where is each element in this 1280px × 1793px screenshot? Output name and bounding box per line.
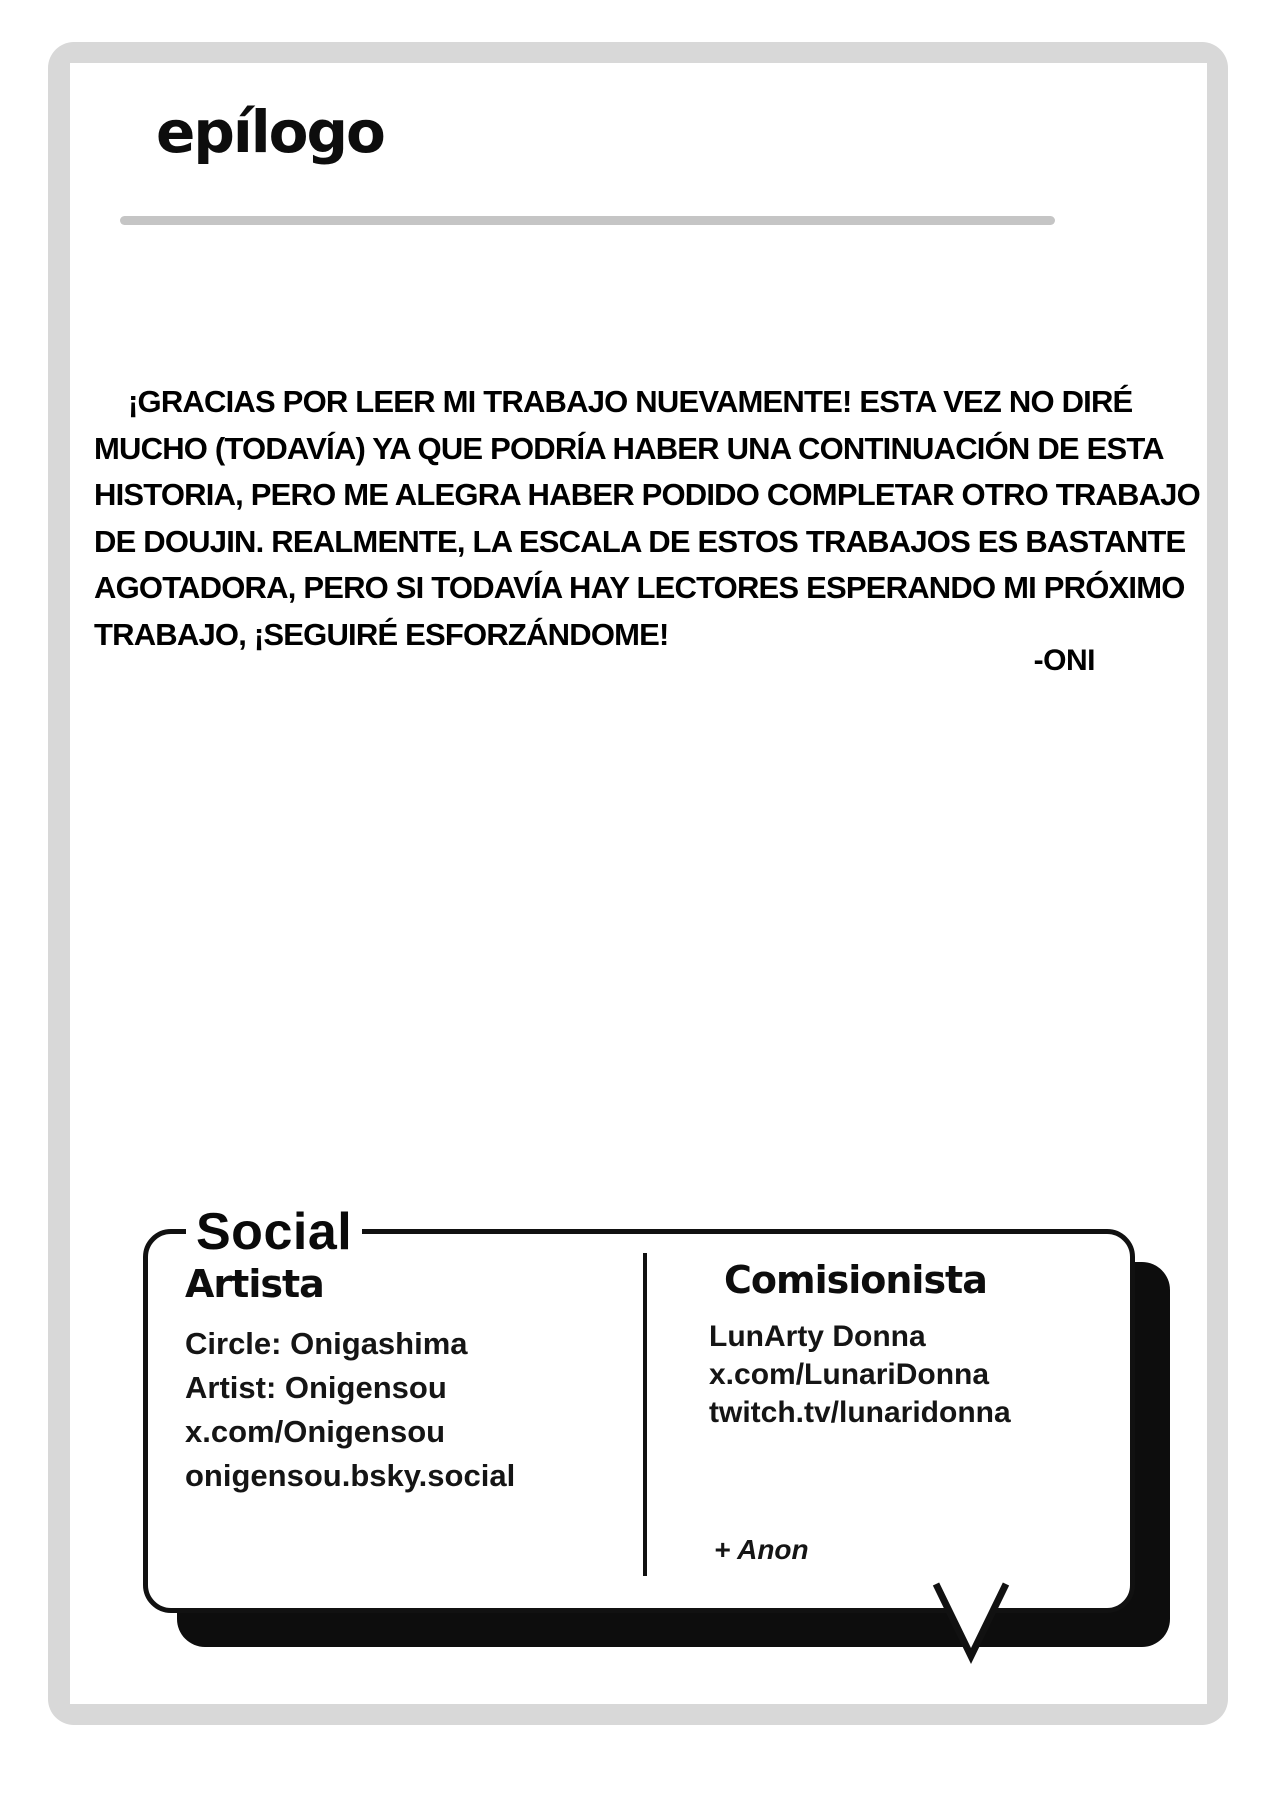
commissioner-x-url: x.com/LunariDonna [709,1358,990,1391]
author-signature: -ONI [1033,644,1095,677]
artist-name-line: Artist: Onigensou [185,1370,447,1405]
afterword-paragraph [94,379,1204,658]
afterword-line: TRABAJO, ¡SEGUIRÉ ESFORZÁNDOME! [94,616,669,652]
artist-section-heading: Artista [185,1262,324,1306]
artist-bsky-url: onigensou.bsky.social [185,1458,516,1493]
artist-x-url: x.com/Onigensou [185,1414,446,1449]
social-column-divider [643,1253,647,1576]
artist-circle-line: Circle: Onigashima [185,1326,468,1361]
title-underline-rule [120,216,1055,225]
social-box-title: Social [186,1202,362,1262]
artist-credit-lines [185,1322,515,1498]
commissioner-name-line: LunArty Donna [709,1320,926,1353]
afterword-line: HISTORIA, PERO ME ALEGRA HABER PODIDO COMPLETAR OTRO TRABAJO [94,477,1200,512]
commissioner-twitch-url: twitch.tv/lunaridonna [709,1396,1011,1429]
commissioner-credit-lines [709,1318,1011,1432]
afterword-line: AGOTADORA, PERO SI TODAVÍA HAY LECTORES ESPERANDO MI PRÓXIMO [94,570,1185,605]
commissioner-extra-credit: + Anon [714,1534,809,1565]
afterword-line: DE DOUJIN. REALMENTE, LA ESCALA DE ESTOS TRABAJOS ES BASTANTE [94,523,1186,559]
afterword-line: MUCHO (TODAVÍA) YA QUE PODRÍA HABER UNA CONTINUACIÓN DE ESTA [94,430,1164,466]
commissioner-section-heading: Comisionista [724,1258,987,1302]
afterword-line: ¡GRACIAS POR LEER MI TRABAJO NUEVAMENTE! ESTA VEZ NO DIRÉ [128,384,1133,419]
page-title: epílogo [156,98,384,166]
